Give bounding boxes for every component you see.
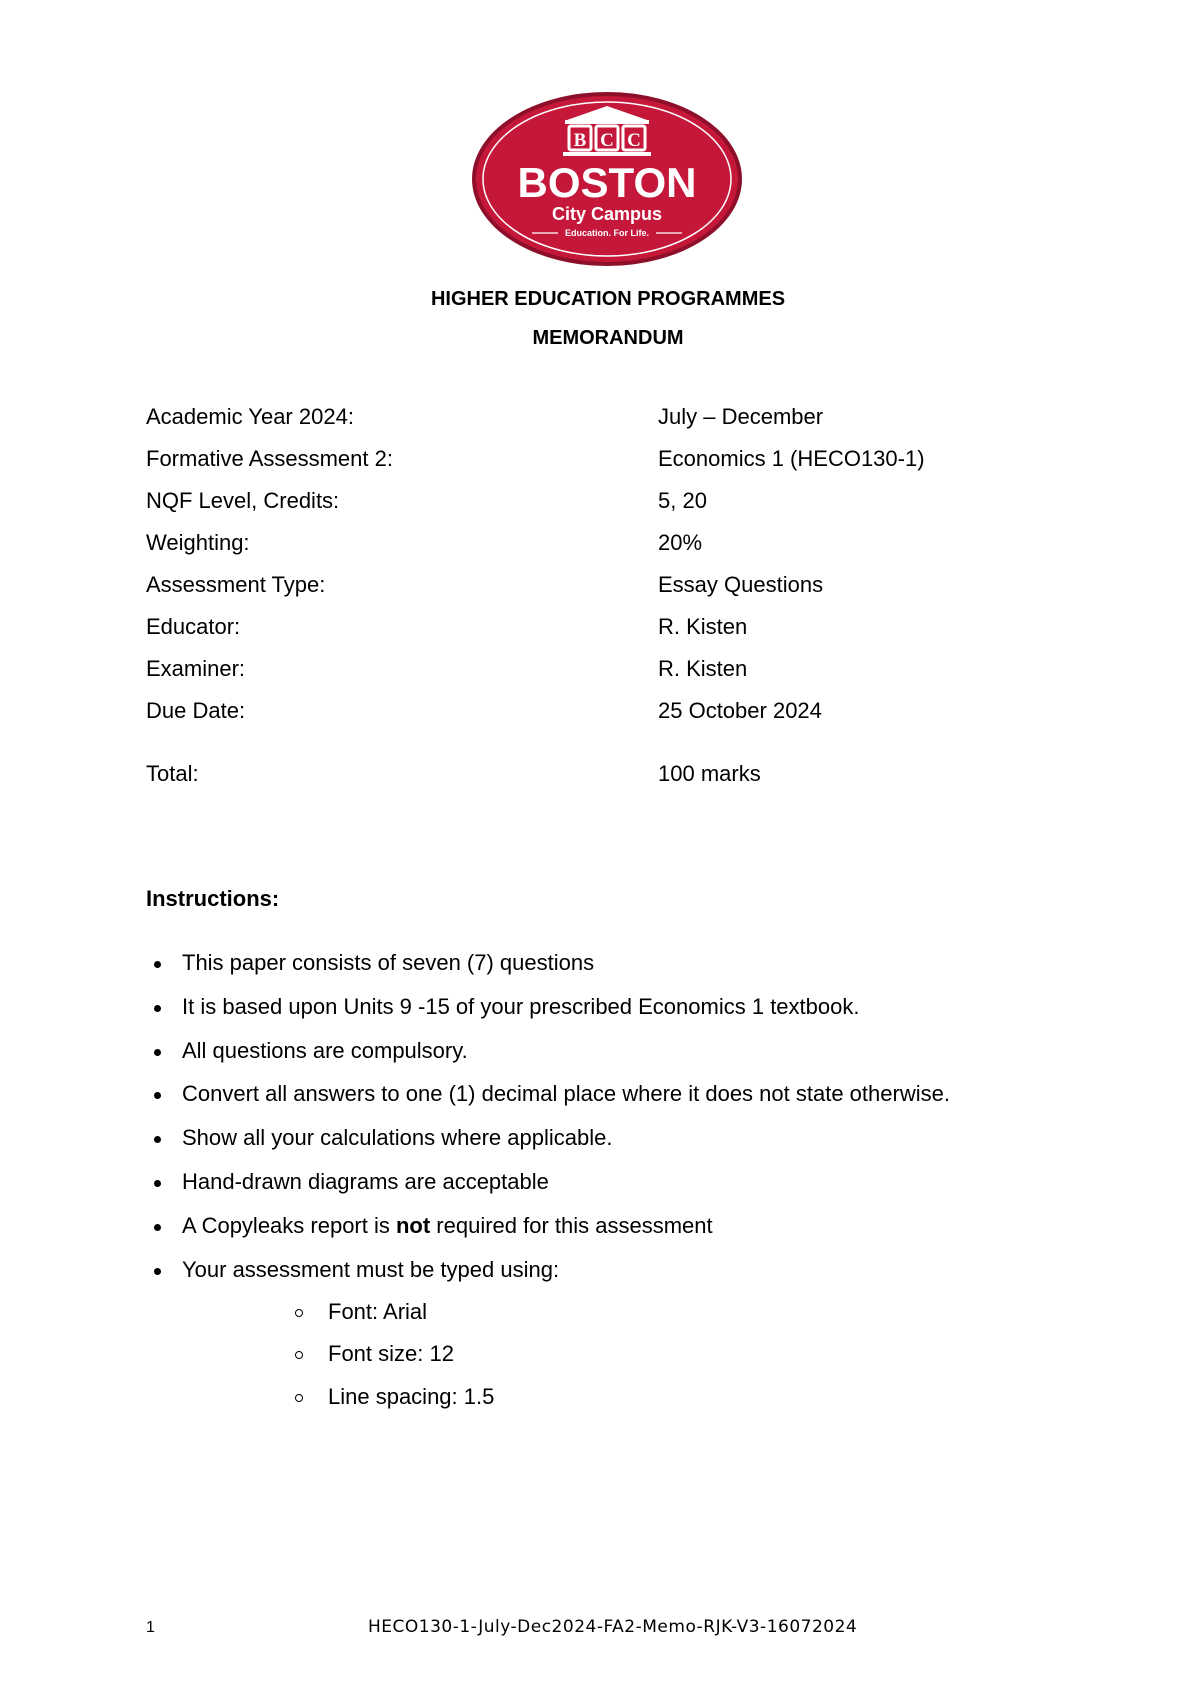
logo-monogram-3: C <box>627 130 641 151</box>
boston-city-campus-logo <box>470 90 744 268</box>
detail-label: Educator: <box>146 614 241 639</box>
detail-label: NQF Level, Credits: <box>146 488 340 513</box>
detail-value: July – December <box>658 404 824 429</box>
detail-row <box>146 530 1046 560</box>
hollow-bullet-icon <box>295 1394 303 1402</box>
detail-label: Due Date: <box>146 698 246 723</box>
detail-row <box>146 656 1046 686</box>
detail-value: 20% <box>658 530 703 555</box>
detail-label: Total: <box>146 761 199 786</box>
detail-row <box>146 698 1046 728</box>
detail-row-total <box>146 761 1046 791</box>
detail-value: R. Kisten <box>658 656 748 681</box>
bullet-icon <box>154 1005 161 1012</box>
logo-name: BOSTON <box>517 159 697 206</box>
list-item-text-before: A Copyleaks report is <box>182 1213 396 1238</box>
document-subtitle: MEMORANDUM <box>532 327 684 349</box>
bullet-icon <box>154 1092 161 1099</box>
bullet-icon <box>154 1136 161 1143</box>
list-item-text: Hand-drawn diagrams are acceptable <box>182 1169 549 1194</box>
logo-subname: City Campus <box>551 204 663 224</box>
hollow-bullet-icon <box>295 1309 303 1317</box>
list-item-text: This paper consists of seven (7) questions <box>182 950 595 975</box>
logo-tagline: Education. For Life. <box>564 228 650 238</box>
list-item-text: Convert all answers to one (1) decimal place where it does not state otherwise. <box>182 1081 950 1106</box>
document-title: HIGHER EDUCATION PROGRAMMES <box>430 288 786 310</box>
list-item-text-after: required for this assessment <box>430 1213 713 1238</box>
detail-value: 100 marks <box>658 761 761 786</box>
sub-list-item-text: Line spacing: 1.5 <box>328 1384 495 1409</box>
detail-label: Weighting: <box>146 530 250 555</box>
detail-row <box>146 614 1046 644</box>
detail-value: Economics 1 (HECO130-1) <box>658 446 925 471</box>
detail-label: Assessment Type: <box>146 572 326 597</box>
document-code: HECO130-1-July-Dec2024-FA2-Memo-RJK-V3-16072024 <box>368 1617 858 1637</box>
page-number: 1 <box>146 1619 155 1636</box>
bullet-icon <box>154 1180 161 1187</box>
detail-value: 5, 20 <box>658 488 707 513</box>
logo-monogram-1: B <box>573 130 587 151</box>
detail-row <box>146 572 1046 602</box>
detail-label: Formative Assessment 2: <box>146 446 393 471</box>
list-item-text: It is based upon Units 9 -15 of your prescribed Economics 1 textbook. <box>182 994 860 1019</box>
detail-row <box>146 488 1046 518</box>
list-item-text: Your assessment must be typed using: <box>182 1257 560 1282</box>
list-item-text: All questions are compulsory. <box>182 1038 468 1063</box>
sub-list-item-text: Font: Arial <box>328 1299 428 1324</box>
detail-value: Essay Questions <box>658 572 824 597</box>
list-item-text <box>182 1213 713 1239</box>
bullet-icon <box>154 1268 161 1275</box>
detail-value: R. Kisten <box>658 614 748 639</box>
list-item-text: Show all your calculations where applicable. <box>182 1125 613 1150</box>
detail-value: 25 October 2024 <box>658 698 822 723</box>
detail-label: Academic Year 2024: <box>146 404 354 429</box>
bullet-icon <box>154 1049 161 1056</box>
instructions-title: Instructions: <box>146 886 280 911</box>
detail-row <box>146 404 1046 434</box>
logo-monogram-2: C <box>600 130 614 151</box>
list-item-text-bold: not <box>395 1213 431 1238</box>
detail-row <box>146 446 1046 476</box>
detail-label: Examiner: <box>146 656 246 681</box>
bullet-icon <box>154 1224 161 1231</box>
bullet-icon <box>154 961 161 968</box>
hollow-bullet-icon <box>295 1351 303 1359</box>
sub-list-item-text: Font size: 12 <box>328 1341 454 1366</box>
